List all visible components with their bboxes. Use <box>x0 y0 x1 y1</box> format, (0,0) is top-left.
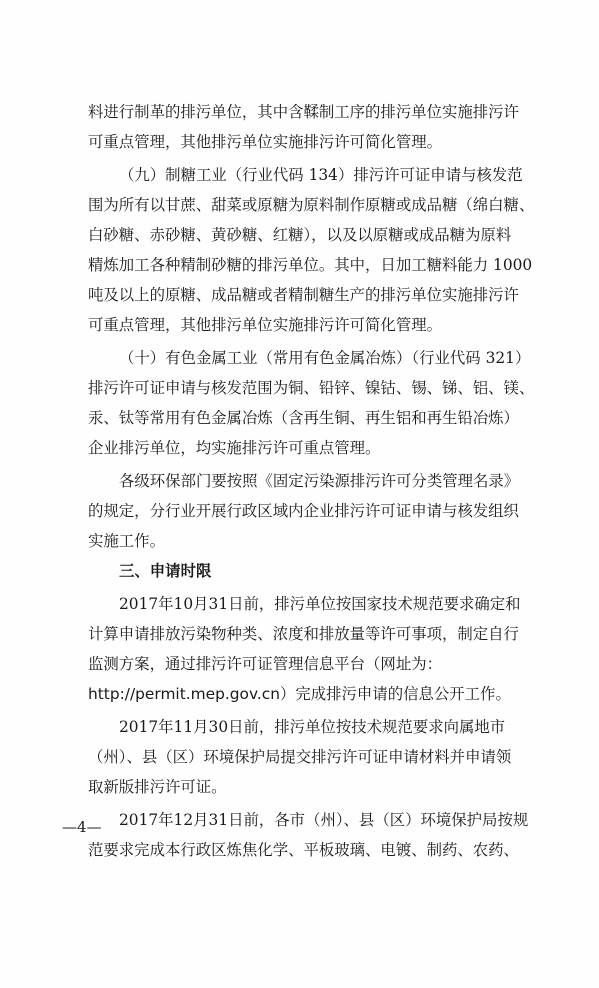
text-line: 吨及以上的原糖、成品糖或者精制糖生产的排污单位实施排污许 <box>88 286 519 304</box>
text-line: 排污许可证申请与核发范围为铜、铅锌、镍钴、锡、锑、铝、镁、 <box>88 379 535 397</box>
text-line: 可重点管理，其他排污单位实施排污许可简化管理。 <box>88 133 442 151</box>
text-line: 精炼加工各种精制砂糖的排污单位。其中，日加工糖料能力 1000 <box>88 256 533 274</box>
text-line: 计算申请排放污染物种类、浓度和排放量等许可事项，制定自行 <box>88 625 519 643</box>
text-line: 的规定，分行业开展行政区域内企业排污许可证申请与核发组织 <box>88 502 519 520</box>
text-line: 白砂糖、赤砂糖、黄砂糖、红糖），以及以原糖或成品糖为原料 <box>88 226 512 244</box>
paragraph-start-line: （九）制糖工业（行业代码 134）排污许可证申请与核发范 <box>119 166 523 184</box>
paragraph-start-line: （十）有色金属工业（常用有色金属冶炼）（行业代码 321） <box>119 349 531 367</box>
page-number: —4— <box>62 818 102 836</box>
paragraph-start-line: 2017年12月31日前，各市（州）、县（区）环境保护局按规 <box>119 811 529 829</box>
text-line: 可重点管理，其他排污单位实施排污许可简化管理。 <box>88 316 442 334</box>
paragraph-start-line: 各级环保部门要按照《固定污染源排污许可分类管理名录》 <box>119 472 520 490</box>
url-line: http://permit.mep.gov.cn）完成排污申请的信息公开工作。 <box>88 685 511 703</box>
text-line: 范要求完成本行政区炼焦化学、平板玻璃、电镀、制药、农药、 <box>88 841 519 859</box>
text-line: （州）、县（区）环境保护局提交排污许可证申请材料并申请领 <box>88 748 512 766</box>
text-line: 实施工作。 <box>88 532 165 550</box>
paragraph-start-line: 2017年11月30日前，排污单位按技术规范要求向属地市 <box>119 718 506 736</box>
document-body <box>88 97 535 865</box>
text-line: 料进行制革的排污单位，其中含鞣制工序的排污单位实施排污许 <box>88 103 519 121</box>
text-line: 围为所有以甘蔗、甜菜或原糖为原料制作原糖或成品糖（绵白糖、 <box>88 196 535 214</box>
text-line: 企业排污单位，均实施排污许可重点管理。 <box>88 439 381 457</box>
paragraph-start-line: 2017年10月31日前，排污单位按国家技术规范要求确定和 <box>119 595 521 613</box>
text-line: 汞、钛等常用有色金属冶炼（含再生铜、再生铝和再生铅冶炼） <box>88 409 519 427</box>
text-line: 取新版排污许可证。 <box>88 778 227 796</box>
text-line: 监测方案，通过排污许可证管理信息平台（网址为： <box>88 655 442 673</box>
section-heading: 三、申请时限 <box>119 562 212 580</box>
